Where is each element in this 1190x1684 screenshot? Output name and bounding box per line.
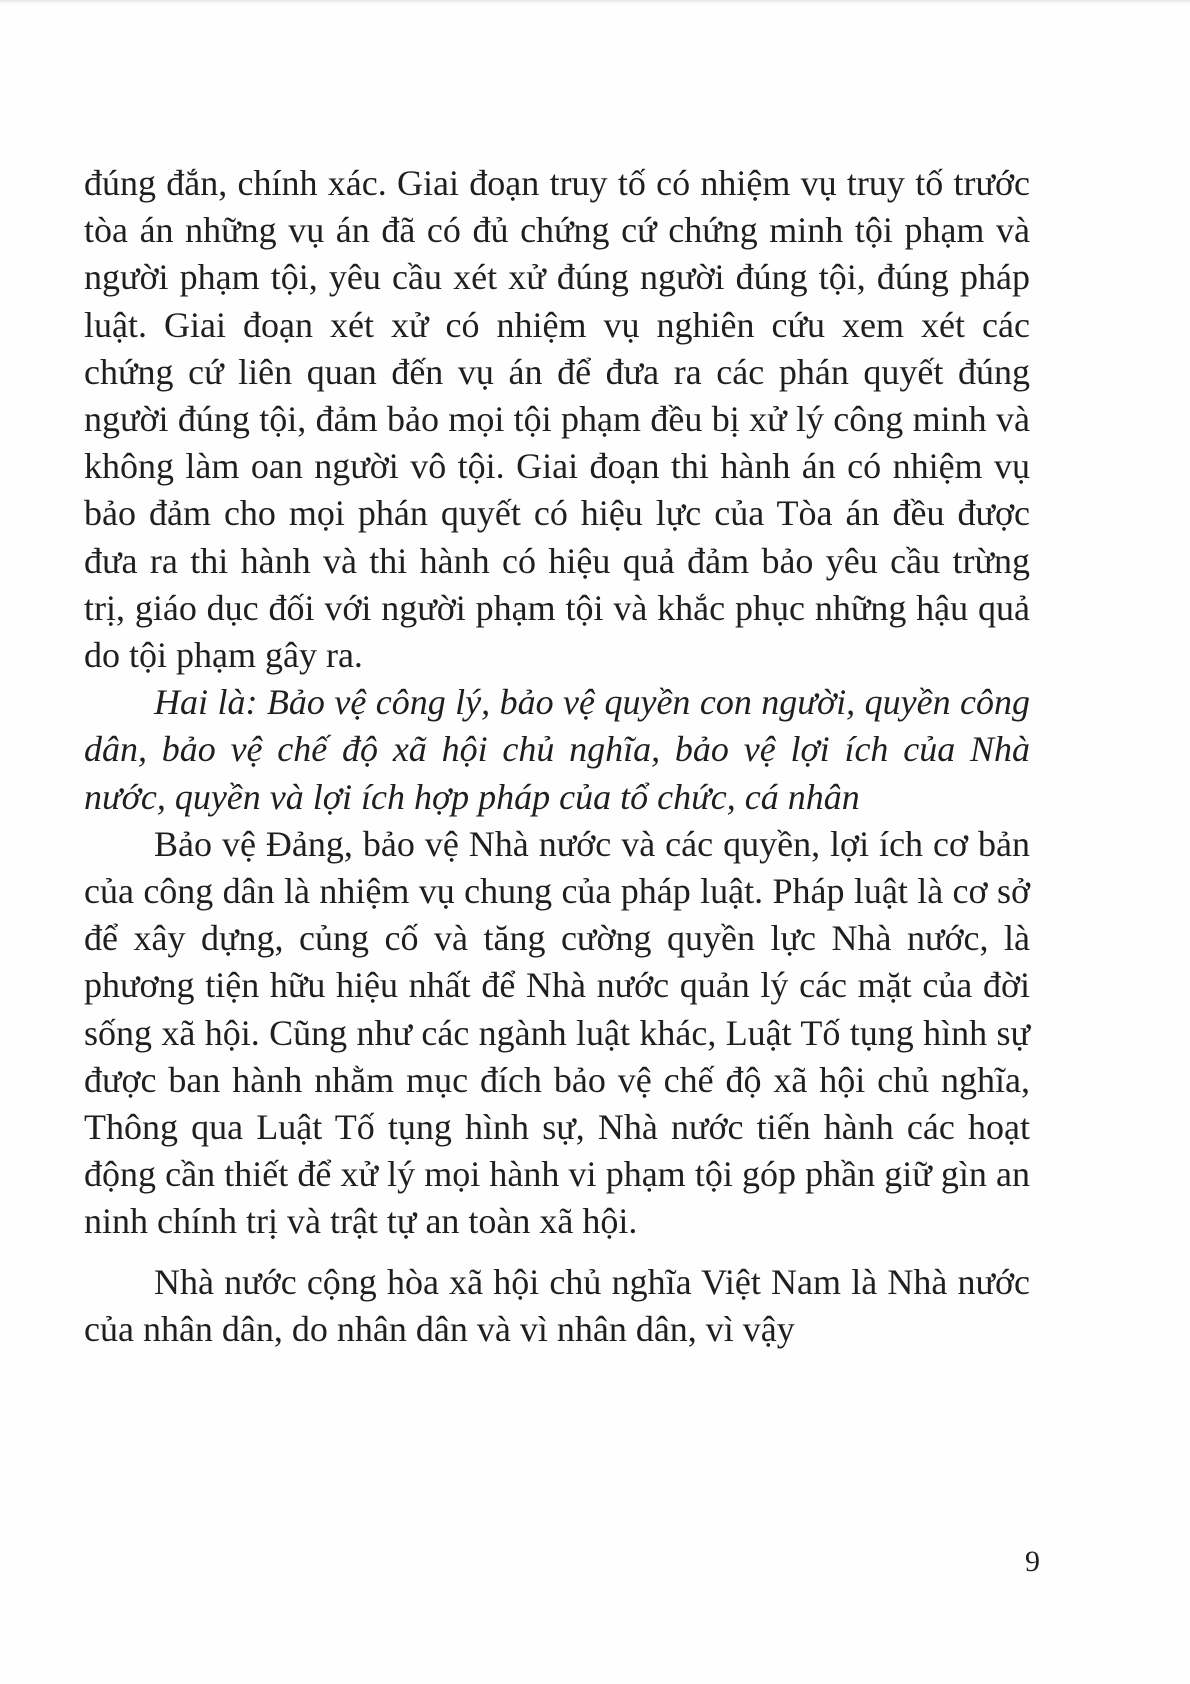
section-heading-hai-la: Hai là: Bảo vệ công lý, bảo vệ quyền con người, quyền công dân, bảo vệ chế độ xã hội chủ nghĩa, bảo vệ lợi ích của Nhà nước, quyền và lợi ích hợp pháp của tổ chức, cá nhân	[84, 682, 1030, 817]
paragraph-continuation: đúng đắn, chính xác. Giai đoạn truy tố có nhiệm vụ truy tố trước tòa án những vụ án đã có đủ chứng cứ chứng minh tội phạm và người phạm tội, yêu cầu xét xử đúng người đúng tội, đúng pháp luật. Giai đoạn xét xử có nhiệm vụ nghiên cứu xem xét các chứng cứ liên quan đến vụ án để đưa ra các phán quyết đúng người đúng tội, đảm bảo mọi tội phạm đều bị xử lý công minh và không làm oan người vô tội. Giai đoạn thi hành án có nhiệm vụ bảo đảm cho mọi phán quyết có hiệu lực của Tòa án đều được đưa ra thi hành và thi hành có hiệu quả đảm bảo yêu cầu trừng trị, giáo dục đối với người phạm tội và khắc phục những hậu quả do tội phạm gây ra.	[84, 163, 1030, 676]
paragraph-nha-nuoc: Nhà nước cộng hòa xã hội chủ nghĩa Việt Nam là Nhà nước của nhân dân, do nhân dân và vì nhân dân, vì vậy	[84, 1261, 1030, 1349]
page-top-edge	[0, 0, 1190, 4]
paragraph-bao-ve-dang: Bảo vệ Đảng, bảo vệ Nhà nước và các quyền, lợi ích cơ bản của công dân là nhiệm vụ chung của pháp luật. Pháp luật là cơ sở để xây dựng, củng cố và tăng cường quyền lực Nhà nước, là phương tiện hữu hiệu nhất để Nhà nước quản lý các mặt của đời sống xã hội. Cũng như các ngành luật khác, Luật Tố tụng hình sự được ban hành nhằm mục đích bảo vệ chế độ xã hội chủ nghĩa, Thông qua Luật Tố tụng hình sự, Nhà nước tiến hành các hoạt động cần thiết để xử lý mọi hành vi phạm tội góp phần giữ gìn an ninh chính trị và trật tự an toàn xã hội.	[84, 823, 1030, 1242]
body-text	[84, 160, 1030, 1353]
page-number: 9	[1025, 1545, 1040, 1578]
